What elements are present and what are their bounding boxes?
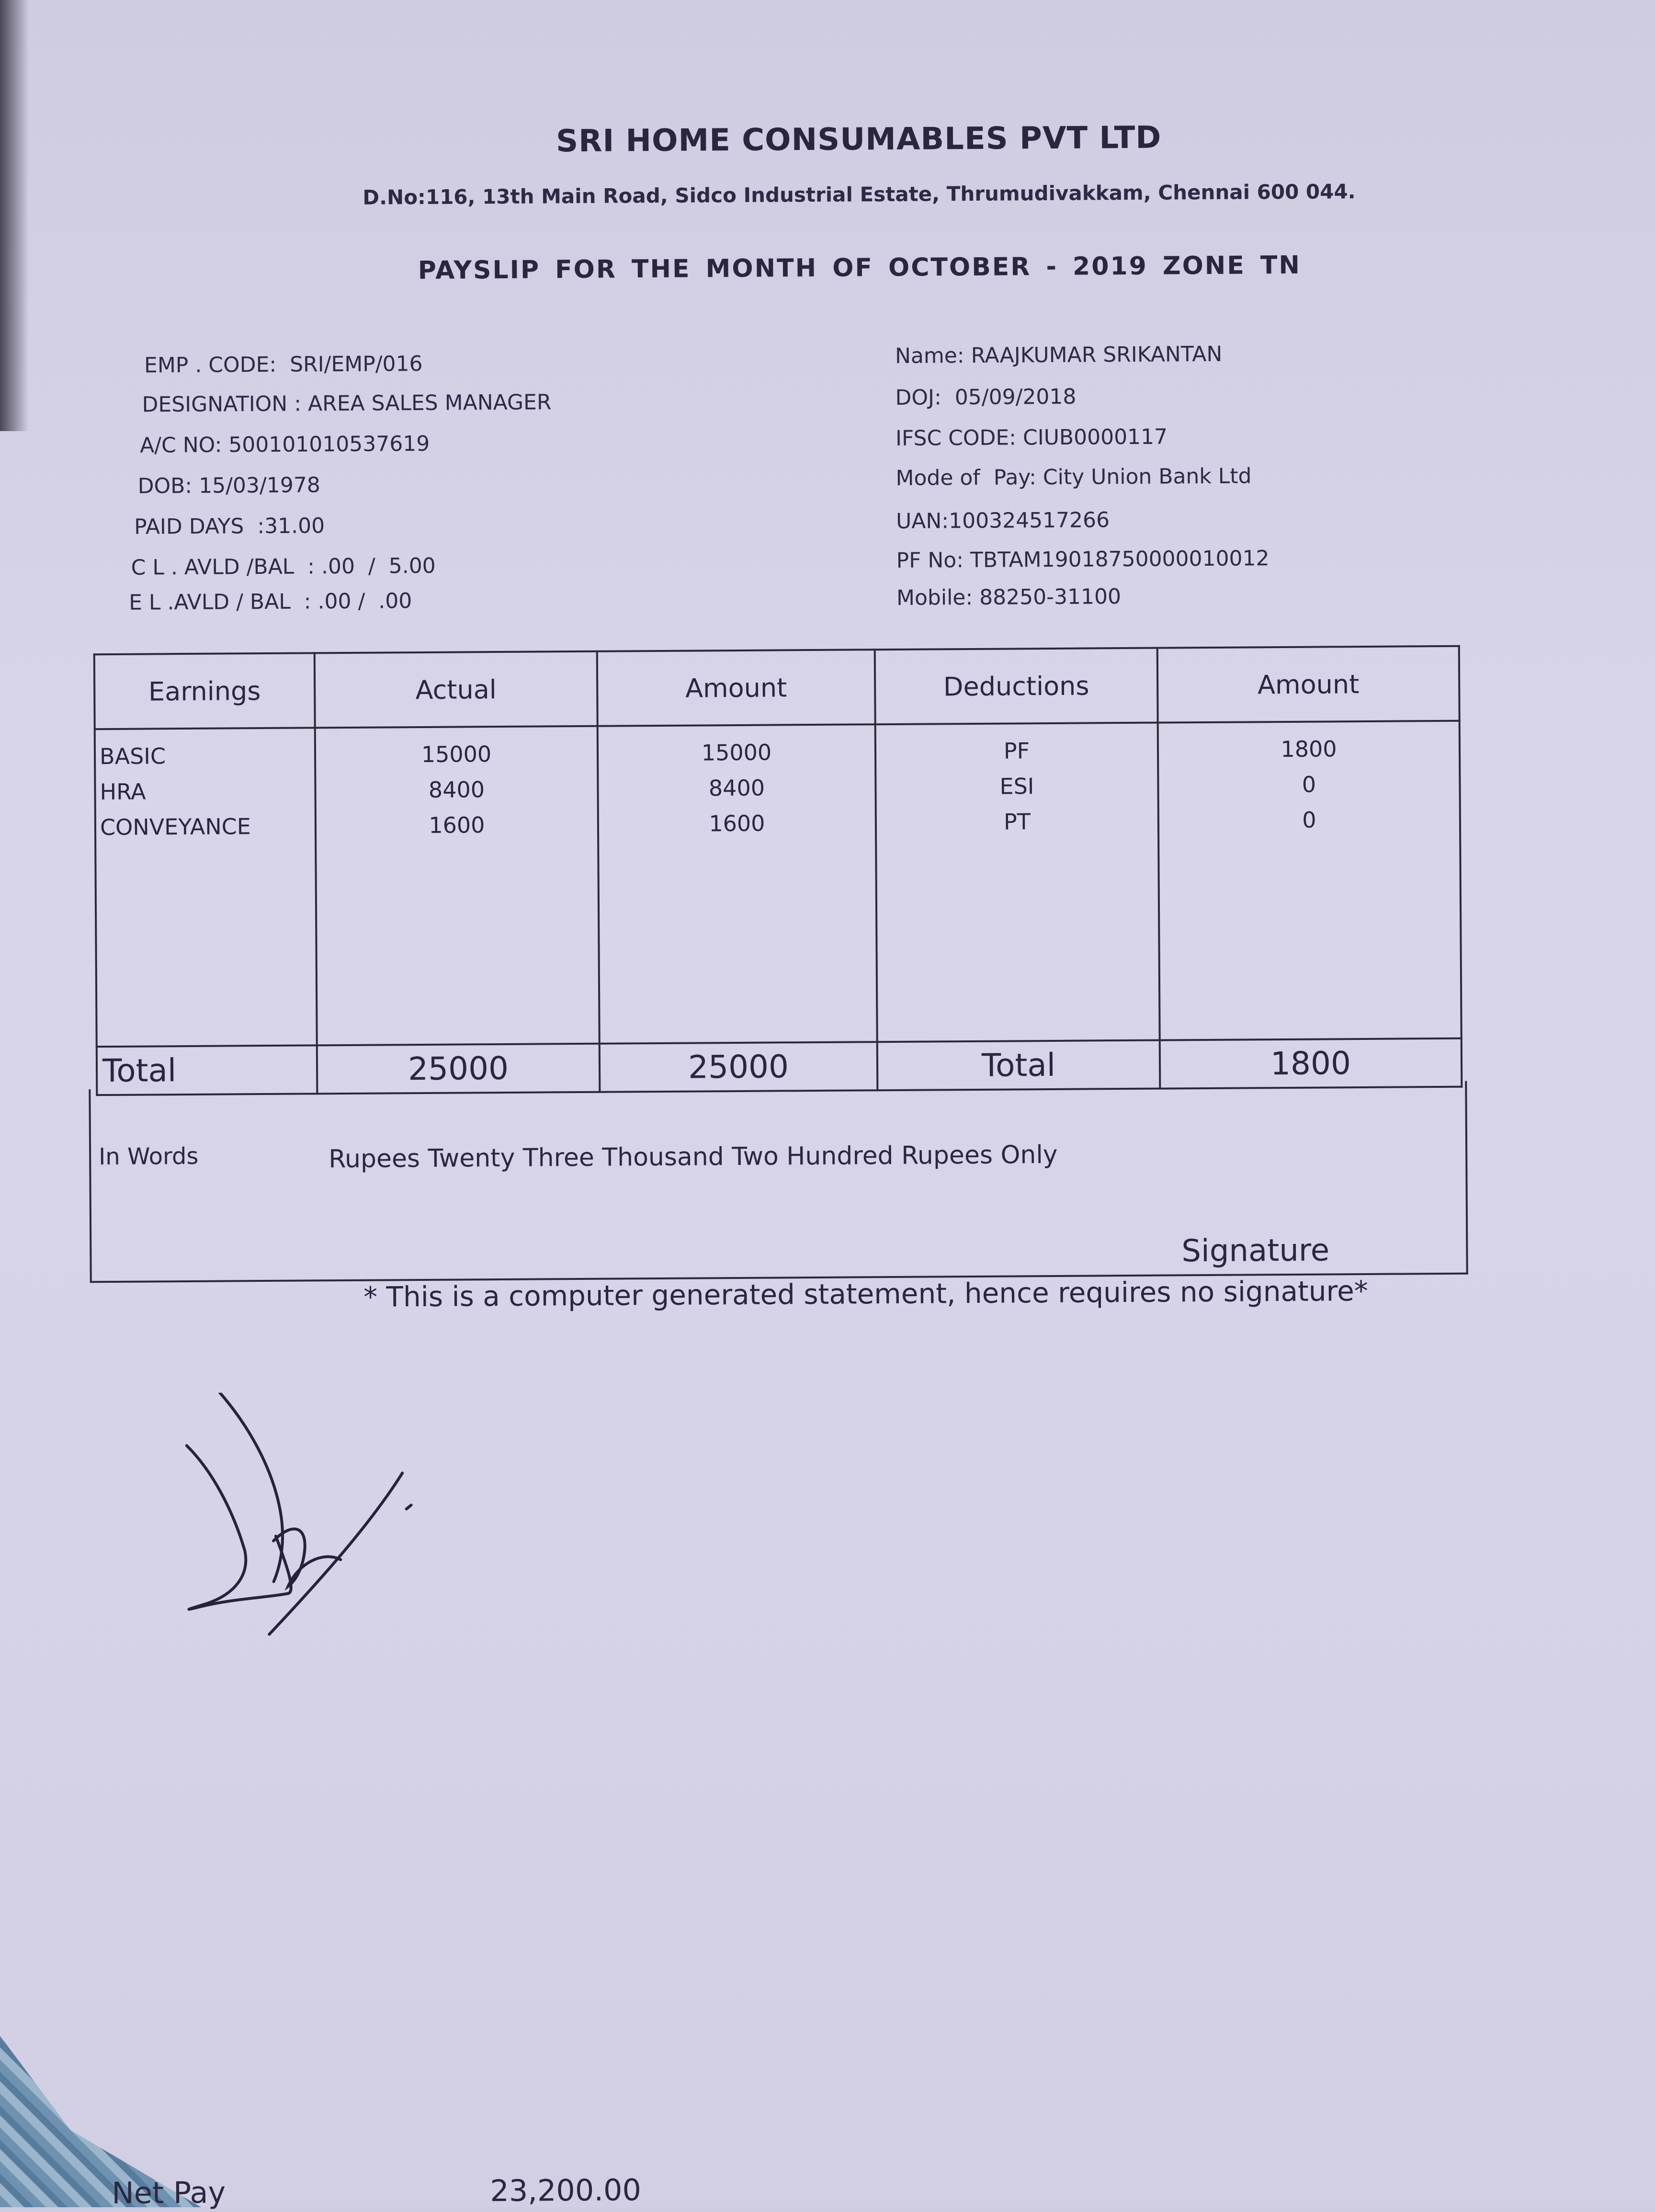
earning-item: HRA xyxy=(100,778,146,805)
total-deductions-amount: 1800 xyxy=(1160,1038,1462,1089)
date-of-birth: DOB: 15/03/1978 xyxy=(137,473,320,499)
computer-generated-note: * This is a computer generated statement, hence requires no signature* xyxy=(363,1274,1369,1313)
total-amount: 25000 xyxy=(600,1042,878,1092)
deduction-amount-column xyxy=(1158,721,1462,1040)
in-words-label: In Words xyxy=(99,1142,199,1171)
deduction-amount: 1800 xyxy=(1281,736,1337,763)
account-number: A/C NO: 500101010537619 xyxy=(139,431,430,458)
total-actual: 25000 xyxy=(317,1044,600,1094)
pf-number: PF No: TBTAM19018750000010012 xyxy=(896,546,1270,573)
amount-value: 1600 xyxy=(709,810,765,837)
header-earnings: Earnings xyxy=(94,653,315,729)
total-deductions-label: Total xyxy=(877,1040,1160,1091)
deduction-item: PF xyxy=(1003,738,1030,764)
company-address: D.No:116, 13th Main Road, Sidco Industrial Estate, Thrumudivakkam, Chennai 600 044. xyxy=(363,180,1356,209)
ifsc-code: IFSC CODE: CIUB0000117 xyxy=(895,424,1168,451)
net-pay-value: 23,200.00 xyxy=(490,2172,642,2209)
actual-value: 8400 xyxy=(428,776,485,803)
earning-item: CONVEYANCE xyxy=(100,813,251,841)
actual-column xyxy=(315,726,600,1046)
deduction-amount: 0 xyxy=(1302,771,1316,798)
signature-label: Signature xyxy=(1181,1232,1330,1269)
deduction-item: PT xyxy=(1003,809,1031,835)
earnings-deductions-table xyxy=(93,645,1463,1096)
earnings-column xyxy=(95,728,317,1047)
amount-column xyxy=(598,724,877,1044)
header-actual: Actual xyxy=(315,651,598,728)
uan-number: UAN:100324517266 xyxy=(896,508,1110,534)
emp-code: EMP . CODE: SRI/EMP/016 xyxy=(144,351,423,378)
cl-balance: C L . AVLD /BAL : .00 / 5.00 xyxy=(131,553,436,580)
table-body-row xyxy=(95,721,1462,1047)
header-deduction-amount: Amount xyxy=(1157,646,1460,723)
employee-name: Name: RAAJKUMAR SRIKANTAN xyxy=(895,342,1223,368)
paid-days: PAID DAYS :31.00 xyxy=(134,513,325,539)
header-deductions: Deductions xyxy=(875,648,1158,725)
payslip-title: PAYSLIP FOR THE MONTH OF OCTOBER - 2019 ZONE TN xyxy=(418,251,1302,285)
actual-value: 15000 xyxy=(421,741,492,768)
mobile-number: Mobile: 88250-31100 xyxy=(896,584,1122,610)
handwritten-signature xyxy=(177,1391,427,1642)
designation: DESIGNATION : AREA SALES MANAGER xyxy=(142,390,552,417)
amount-value: 15000 xyxy=(701,739,772,766)
earning-item: BASIC xyxy=(99,743,166,770)
total-label: Total xyxy=(97,1045,317,1095)
header-amount: Amount xyxy=(597,650,875,726)
amount-value: 8400 xyxy=(708,775,765,801)
deduction-item: ESI xyxy=(999,773,1034,799)
actual-value: 1600 xyxy=(429,812,485,838)
deduction-amount: 0 xyxy=(1302,807,1316,833)
date-of-joining: DOJ: 05/09/2018 xyxy=(895,384,1077,410)
mode-of-pay: Mode of Pay: City Union Bank Ltd xyxy=(896,464,1252,490)
net-pay-label: Net Pay xyxy=(112,2175,226,2211)
table-header-row xyxy=(94,646,1460,729)
el-balance: E L .AVLD / BAL : .00 / .00 xyxy=(128,589,412,615)
company-name: SRI HOME CONSUMABLES PVT LTD xyxy=(555,120,1162,160)
deductions-column xyxy=(875,723,1160,1042)
in-words-value: Rupees Twenty Three Thousand Two Hundred Rupees Only xyxy=(329,1140,1058,1174)
